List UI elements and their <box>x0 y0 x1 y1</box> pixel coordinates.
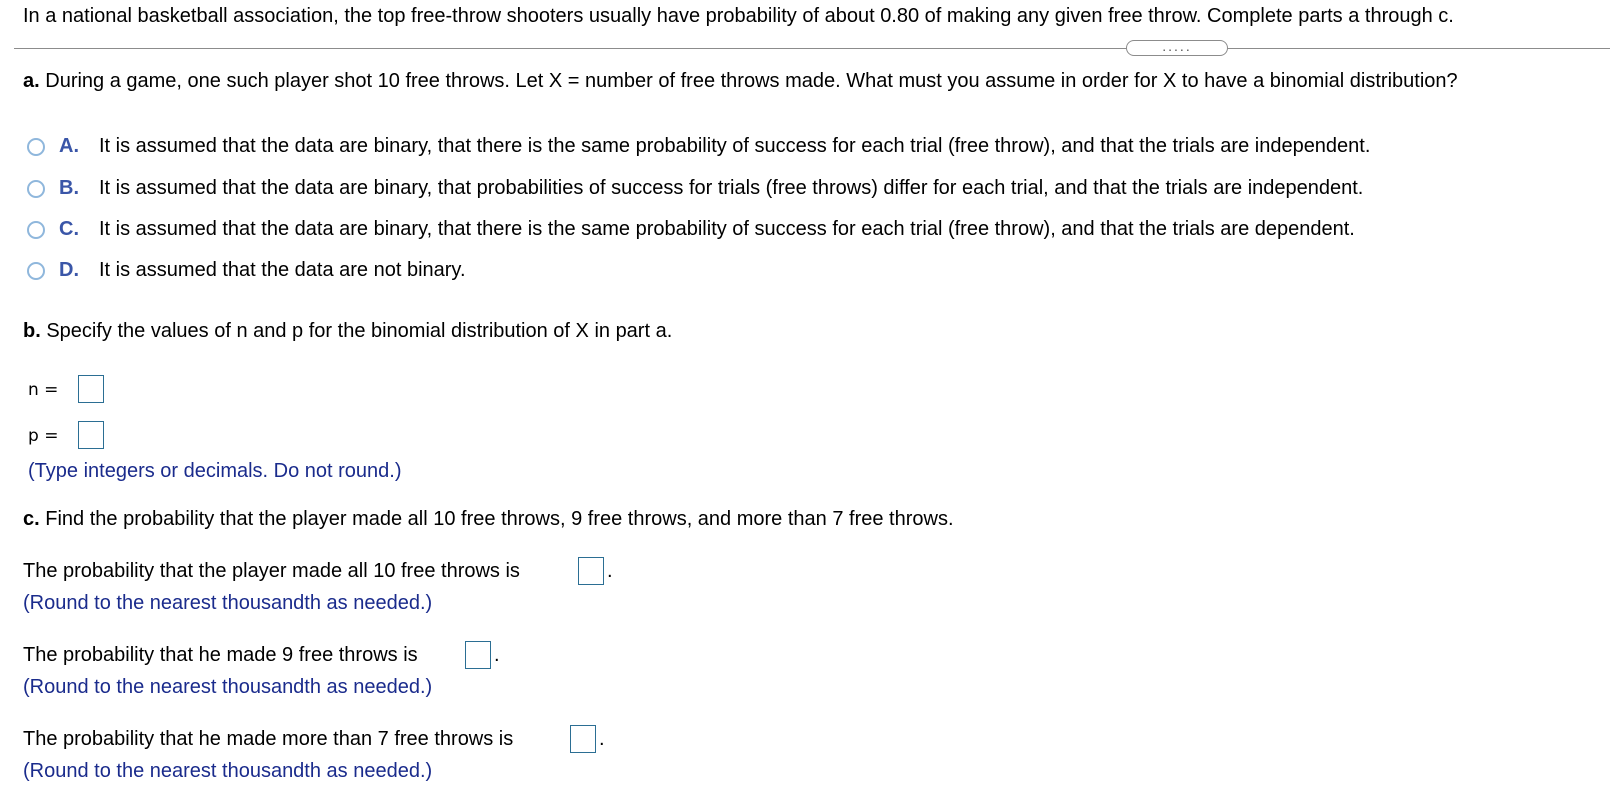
part-a-text: During a game, one such player shot 10 free throws. Let X = number of free throws made. What must you assume in order for X to have a binomial distribution? <box>45 70 1458 92</box>
question-intro: In a national basketball association, the top free-throw shooters usually have probability of about 0.80 of making any given free throw. Complete parts a through c. <box>23 5 1454 27</box>
option-d-radio[interactable] <box>27 262 45 280</box>
n-input[interactable] <box>78 375 104 403</box>
option-c-letter: C. <box>59 218 79 240</box>
prob-9-input[interactable] <box>465 641 491 669</box>
prob-more-than-7-text: The probability that he made more than 7 free throws is <box>23 728 514 750</box>
option-a-radio[interactable] <box>27 138 45 156</box>
p-input[interactable] <box>78 421 104 449</box>
divider <box>14 48 1610 49</box>
option-a-letter: A. <box>59 135 79 157</box>
part-b-text: Specify the values of n and p for the binomial distribution of X in part a. <box>46 320 673 342</box>
prob-all-10-hint: (Round to the nearest thousandth as needed.) <box>23 592 433 614</box>
part-a-label: a. <box>23 70 40 92</box>
option-b-letter: B. <box>59 177 79 199</box>
p-label: p = <box>28 426 59 446</box>
prob-more-than-7-input[interactable] <box>570 725 596 753</box>
part-c-question <box>23 508 954 531</box>
part-c-label: c. <box>23 508 40 530</box>
option-c-radio[interactable] <box>27 221 45 239</box>
option-b-text: It is assumed that the data are binary, that probabilities of success for trials (free throws) differ for each trial, and that the trials are independent. <box>99 177 1364 199</box>
expand-dots: ..... <box>1162 38 1192 54</box>
part-c-text: Find the probability that the player made all 10 free throws, 9 free throws, and more than 7 free throws. <box>45 508 954 530</box>
prob-more-than-7-hint: (Round to the nearest thousandth as needed.) <box>23 760 433 782</box>
prob-all-10-text: The probability that the player made all 10 free throws is <box>23 560 520 582</box>
prob-all-10-input[interactable] <box>578 557 604 585</box>
part-b-label: b. <box>23 320 41 342</box>
prob-9-text: The probability that he made 9 free throws is <box>23 644 418 666</box>
expand-button[interactable] <box>1126 40 1228 56</box>
option-a-text: It is assumed that the data are binary, that there is the same probability of success for each trial (free throw), and that the trials are independent. <box>99 135 1371 157</box>
prob-more-than-7-period: . <box>599 728 605 750</box>
prob-9-period: . <box>494 644 500 666</box>
part-b-hint: (Type integers or decimals. Do not round.) <box>28 460 402 482</box>
option-c-text: It is assumed that the data are binary, that there is the same probability of success for each trial (free throw), and that the trials are dependent. <box>99 218 1355 240</box>
option-b-radio[interactable] <box>27 180 45 198</box>
prob-all-10-period: . <box>607 560 613 582</box>
part-a-question <box>23 70 1458 93</box>
option-d-text: It is assumed that the data are not binary. <box>99 259 466 281</box>
n-label: n = <box>28 380 59 400</box>
option-d-letter: D. <box>59 259 79 281</box>
part-b-question <box>23 320 672 343</box>
prob-9-hint: (Round to the nearest thousandth as needed.) <box>23 676 433 698</box>
